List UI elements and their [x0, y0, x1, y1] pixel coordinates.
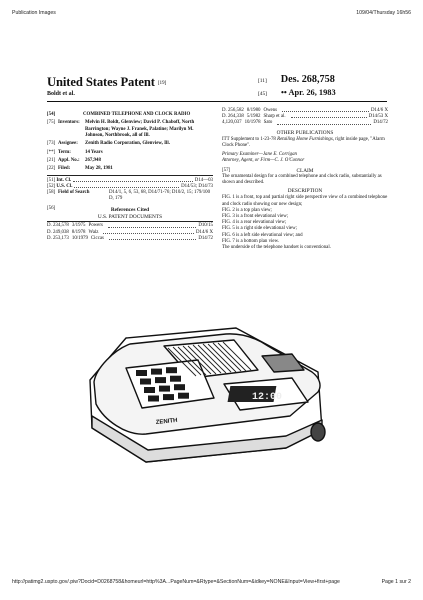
us-patent-documents: U.S. PATENT DOCUMENTS: [97, 214, 163, 221]
print-header: [12, 10, 411, 16]
footer-page: Page 1 sur 2: [381, 579, 411, 585]
field-term: [**] Term: 14 Years: [47, 149, 103, 155]
keypad-key: [178, 393, 189, 399]
field-73: [73] Assignee: Zenith Radio Corporation, Glenview, Ill.: [47, 141, 170, 147]
reference-row: [222, 120, 388, 126]
field-21: [21] Appl. No.: 267,948: [47, 157, 101, 163]
field-54: [54] COMBINED TELEPHONE AND CLOCK RADIO: [47, 112, 191, 117]
reference-name: Sharp et al.: [263, 114, 286, 120]
description-list: [222, 195, 388, 251]
description-line: The underside of the telephone handset is conventional.: [222, 245, 331, 251]
description-head: DESCRIPTION: [287, 188, 323, 195]
refs-rule: [47, 221, 213, 222]
claim-head-row: [57] CLAIM: [222, 168, 388, 174]
header-rule: [47, 101, 387, 102]
claim-text: The ornamental design for a combined telephone and clock radio, substantially as shown and described.: [222, 173, 382, 186]
keypad-key: [166, 367, 177, 373]
reference-row: [47, 236, 213, 242]
field-56: [56]: [47, 205, 56, 211]
field-52: [52] U.S. Cl. D14/53; D14/73: [47, 183, 213, 189]
description-line: FIG. 4 is a rear elevational view;: [222, 220, 287, 226]
references-cited: References Cited: [110, 206, 150, 213]
header-left: Publication Images: [12, 10, 56, 16]
reference-name: Walz: [88, 229, 99, 235]
reference-date: 8/1978: [71, 229, 86, 235]
field-75: [75] Inventors: Melvin H. Boldt, Glenview; David P. Chaboff, North Barrington; Wayne J. Franek, Palatine; Marilyn M. Johnson, Northbrook, all of Ill.: [47, 120, 195, 138]
description-line: FIG. 7 is a bottom plan view.: [222, 238, 280, 244]
keypad-key: [159, 386, 170, 392]
other-publications-head: OTHER PUBLICATIONS: [276, 129, 334, 136]
patent-number: [11] Des. 268,758: [258, 74, 335, 85]
keypad-key: [170, 376, 181, 382]
header-right: 109/04/Thursday 16h56: [356, 10, 411, 16]
title-ref: [19]: [157, 80, 167, 86]
reference-date: 5/1982: [246, 114, 261, 120]
left-divider: [47, 175, 213, 176]
reference-doc: D. 249,038: [47, 229, 69, 235]
keypad-key: [155, 377, 166, 383]
keypad-key: [144, 387, 155, 393]
right-reference-list: [222, 108, 388, 127]
reference-name: Sato: [263, 120, 273, 126]
field-51: [51] Int. Cl. D14—03: [47, 177, 213, 183]
description-line: FIG. 6 is a left side elevational view; and: [222, 232, 303, 238]
reference-class: D10/15: [198, 223, 213, 229]
description-line: FIG. 1 is a front, top and partial right side perspective view of a combined telephone and clock radio showing our new design;: [222, 195, 388, 207]
reference-class: D14/72: [373, 120, 388, 126]
claim-head: CLAIM: [296, 167, 314, 174]
clock-readout: 12:00: [252, 392, 283, 403]
inventor-line: Boldt et al.: [47, 91, 75, 97]
reference-class: D14/72: [198, 235, 213, 241]
description-line: FIG. 3 is a front elevational view;: [222, 214, 289, 220]
reference-name: Owens: [263, 108, 278, 113]
keypad-key: [174, 384, 185, 390]
footer-url: http://patimg2.uspto.gov/.piw?Docid=D0268758&homeurl=http%3A...PageNum=&Rtype=&SectionNum=&idkey=NONE&Input=View+first+page: [12, 579, 340, 585]
reference-class: D14/6 X: [371, 108, 388, 113]
telephone-clock-radio-drawing: [86, 320, 341, 475]
reference-doc: D. 234,578: [47, 223, 69, 229]
reference-date: 10/1979: [71, 235, 88, 241]
primary-examiner: Primary Examiner—Jane E. Corrigan: [222, 152, 297, 158]
patent-date: [45] •• Apr. 26, 1983: [258, 88, 336, 97]
reference-class: D14/6 X: [196, 229, 213, 235]
patent-title: United States Patent [19]: [47, 75, 167, 89]
other-publications-text: ITT Supplement to 1-23-78 Retailing Home Furnishings, right inside page, "Alarm Clock Phone".: [222, 136, 385, 149]
reference-doc: 4,120,037: [222, 120, 242, 126]
keypad-key: [136, 370, 147, 376]
left-column: [47, 112, 213, 242]
description-line: FIG. 2 is a top plan view;: [222, 207, 272, 213]
attorney: Attorney, Agent, or Firm—C. J. O'Connor: [222, 158, 305, 164]
reference-name: Powers: [88, 223, 103, 229]
reference-name: Ciccas: [90, 235, 104, 241]
keypad-key: [163, 394, 174, 400]
reference-date: 10/1978: [244, 120, 261, 126]
reference-date: 3/1975: [71, 223, 86, 229]
reference-doc: D. 256,582: [222, 108, 244, 113]
keypad-key: [140, 379, 151, 385]
reference-doc: D. 264,338: [222, 114, 244, 120]
keypad-key: [151, 369, 162, 375]
field-22: [22] Filed: May 28, 1981: [47, 166, 113, 172]
reference-class: D14/53 X: [368, 114, 388, 120]
field-58: [58] Field of Search D14/1, 5, 6, 53, 68, D14/71-76; D10/2, 15; 179/100 D, 179: [47, 190, 211, 202]
brand-label: ZENITH: [155, 417, 178, 426]
reference-date: 8/1980: [246, 108, 261, 113]
reference-doc: D. 253,173: [47, 235, 69, 241]
right-column: [222, 108, 388, 251]
description-line: FIG. 5 is a right side elevational view;: [222, 226, 297, 232]
keypad-key: [148, 396, 159, 402]
left-reference-list: [47, 223, 213, 242]
